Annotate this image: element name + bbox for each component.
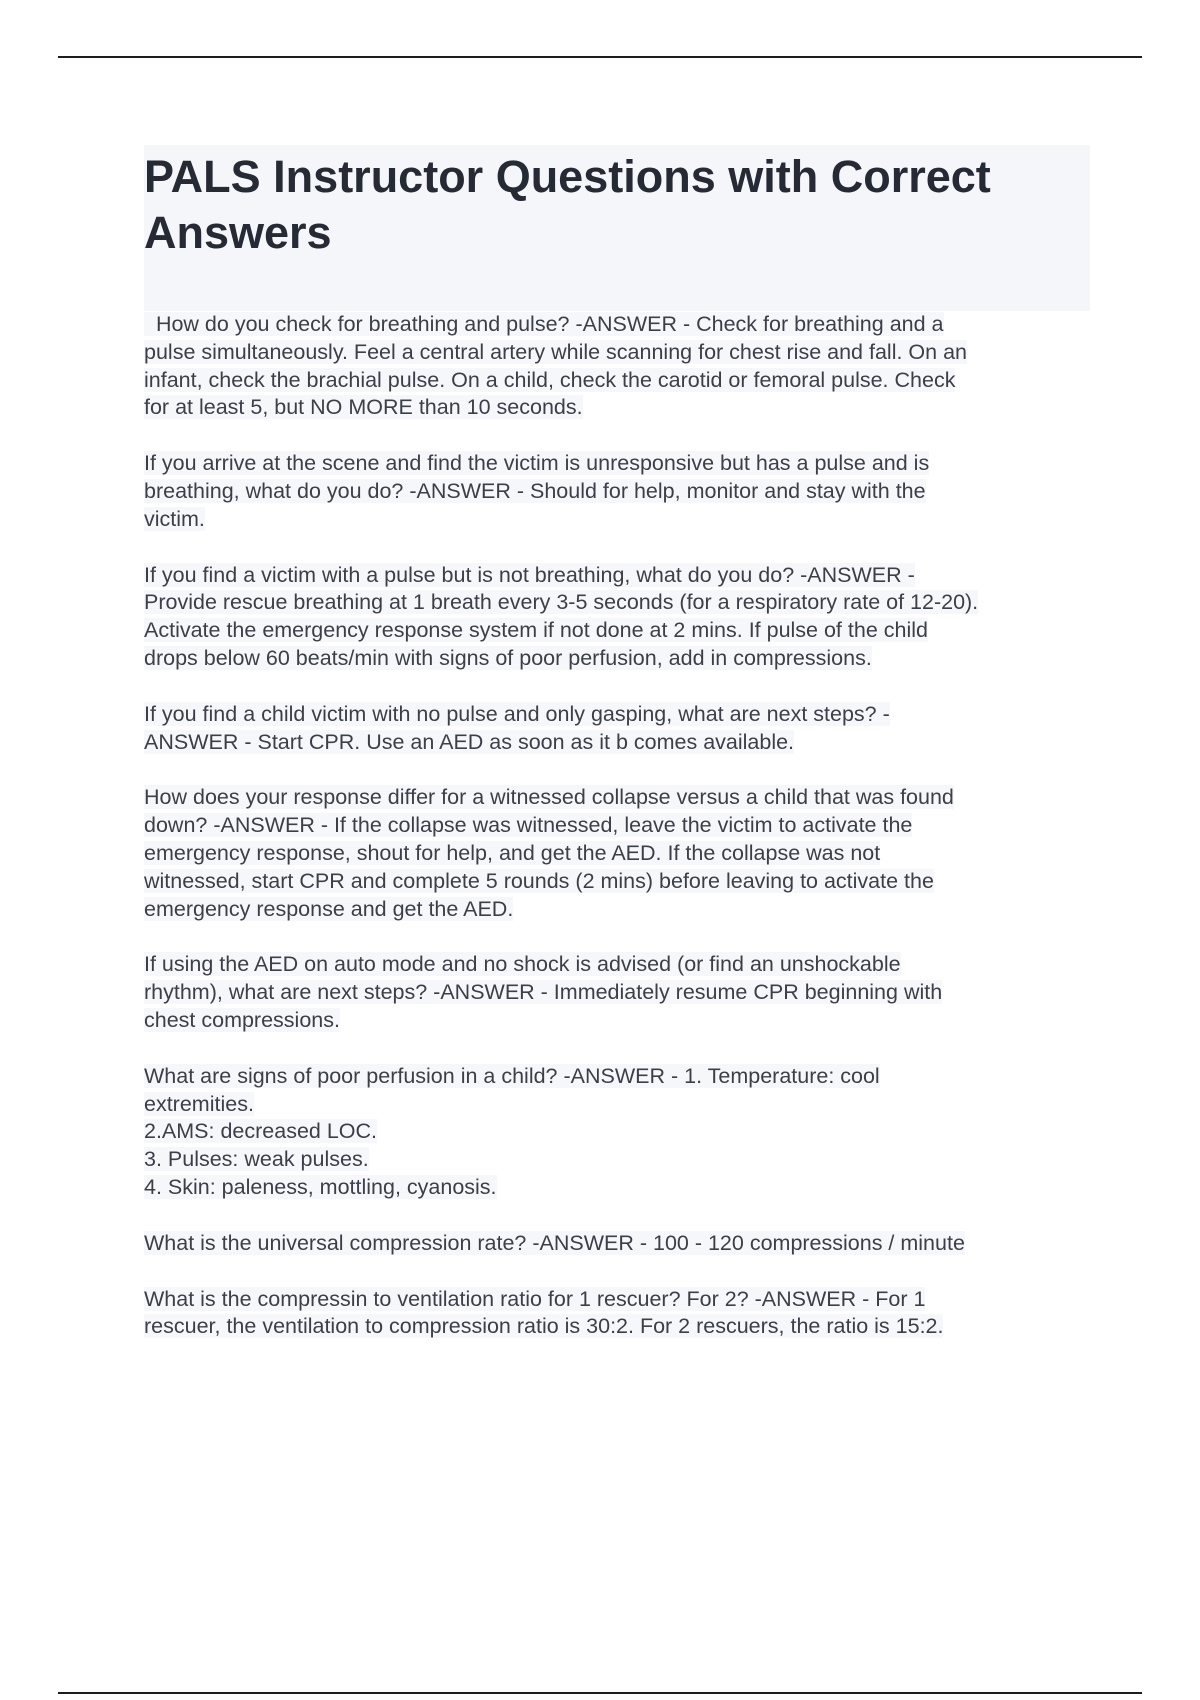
document-body	[144, 145, 1090, 1369]
qa-line: infant, check the brachial pulse. On a child, check the carotid or femoral pulse. Check	[144, 367, 956, 392]
qa-line: What are signs of poor perfusion in a child? -ANSWER - 1. Temperature: cool	[144, 1063, 880, 1088]
top-divider	[58, 56, 1142, 58]
qa-line: victim.	[144, 506, 205, 531]
qa-line: witnessed, start CPR and complete 5 rounds (2 mins) before leaving to activate the	[144, 868, 934, 893]
qa-item	[144, 1286, 1090, 1342]
qa-line: How does your response differ for a witnessed collapse versus a child that was found	[144, 785, 954, 810]
qa-line: extremities.	[144, 1091, 254, 1116]
qa-line: If you find a child victim with no pulse and only gasping, what are next steps? -	[144, 701, 890, 726]
title-line: Answers	[144, 207, 332, 258]
qa-item	[144, 450, 1090, 533]
qa-line: If you find a victim with a pulse but is not breathing, what do you do? -ANSWER -	[144, 562, 915, 587]
qa-line: 4. Skin: paleness, mottling, cyanosis.	[144, 1174, 497, 1199]
qa-item	[144, 562, 1090, 673]
qa-line: Activate the emergency response system if not done at 2 mins. If pulse of the child	[144, 618, 928, 643]
qa-item	[144, 784, 1090, 923]
qa-line: rhythm), what are next steps? -ANSWER - Immediately resume CPR beginning with	[144, 980, 943, 1005]
qa-item	[144, 311, 1090, 422]
qa-item	[144, 1063, 1090, 1202]
qa-line: rescuer, the ventilation to compression ratio is 30:2. For 2 rescuers, the ratio is 15:2.	[144, 1314, 944, 1339]
qa-line: What is the universal compression rate? -ANSWER - 100 - 120 compressions / minute	[144, 1230, 965, 1255]
document-title	[144, 149, 1090, 261]
qa-line: breathing, what do you do? -ANSWER - Should for help, monitor and stay with the	[144, 478, 926, 503]
qa-list	[144, 311, 1090, 1341]
qa-item	[144, 701, 1090, 757]
qa-line: 3. Pulses: weak pulses.	[144, 1147, 369, 1172]
qa-item	[144, 1230, 1090, 1258]
qa-line: down? -ANSWER - If the collapse was witnessed, leave the victim to activate the	[144, 813, 913, 838]
qa-line: ANSWER - Start CPR. Use an AED as soon as it b comes available.	[144, 729, 795, 754]
qa-line: chest compressions.	[144, 1007, 340, 1032]
qa-line: If you arrive at the scene and find the victim is unresponsive but has a pulse and is	[144, 451, 930, 476]
qa-line: emergency response, shout for help, and get the AED. If the collapse was not	[144, 840, 881, 865]
qa-line: 2.AMS: decreased LOC.	[144, 1119, 378, 1144]
qa-line: If using the AED on auto mode and no shock is advised (or find an unshockable	[144, 952, 901, 977]
qa-line: drops below 60 beats/min with signs of poor perfusion, add in compressions.	[144, 645, 872, 670]
bottom-divider	[58, 1692, 1142, 1694]
qa-line: emergency response and get the AED.	[144, 896, 514, 921]
qa-line: How do you check for breathing and pulse? -ANSWER - Check for breathing and a	[144, 312, 944, 336]
qa-line: Provide rescue breathing at 1 breath every 3-5 seconds (for a respiratory rate of 12-20).	[144, 590, 979, 615]
qa-item	[144, 951, 1090, 1034]
qa-line: pulse simultaneously. Feel a central artery while scanning for chest rise and fall. On an	[144, 339, 967, 364]
qa-line: What is the compressin to ventilation ratio for 1 rescuer? For 2? -ANSWER - For 1	[144, 1286, 926, 1311]
qa-line: for at least 5, but NO MORE than 10 seconds.	[144, 395, 583, 420]
title-block	[144, 145, 1090, 311]
title-line: PALS Instructor Questions with Correct	[144, 151, 991, 202]
